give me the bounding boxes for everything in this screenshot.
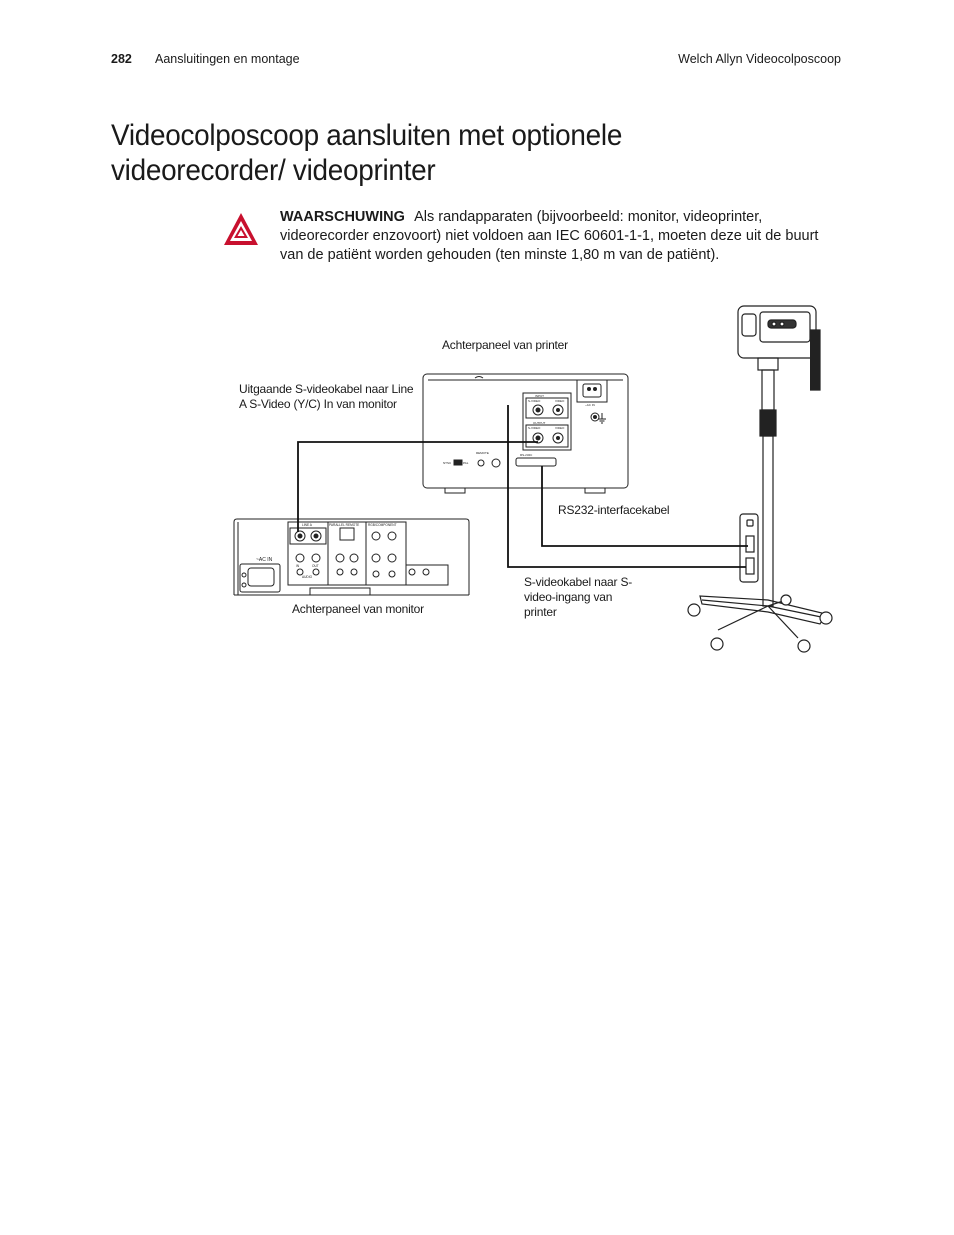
monitor-parallel-remote-label: PARALLEL REMOTE bbox=[329, 523, 360, 527]
warning-label: WAARSCHUWING bbox=[280, 209, 405, 225]
monitor-rgb-component-label: RGB/COMPONENT bbox=[368, 523, 397, 527]
warning-triangle-icon bbox=[223, 212, 259, 246]
label-monitor-back-panel: Achterpaneel van monitor bbox=[292, 602, 424, 616]
section-title: Aansluitingen en montage bbox=[155, 52, 300, 66]
video-colposcope-stand bbox=[688, 306, 832, 652]
printer-pal-label: PAL bbox=[463, 461, 469, 465]
monitor-line-a-label: LINE A bbox=[302, 523, 312, 527]
monitor-ac-in-label: ~AC IN bbox=[256, 557, 273, 563]
page-title: Videocolposcoop aansluiten met optionele videorecorder/ videoprinter bbox=[111, 119, 623, 187]
label-printer-back-panel: Achterpaneel van printer bbox=[442, 338, 568, 352]
printer-s-video-in-label: S-VIDEO bbox=[528, 399, 541, 403]
warning-body: Als randapparaten (bijvoorbeeld: monitor, videoprinter, videorecorder enzovoort) niet voldoen aan IEC 60601-1-1, moeten deze uit de buurt van de patiënt worden gehouden (ten minste 1,80 m van de patiënt). bbox=[280, 209, 819, 263]
printer-remote-label: REMOTE bbox=[476, 451, 489, 455]
product-name: Welch Allyn Videocolposcoop bbox=[678, 52, 841, 66]
printer-rs232-label: RS-232C bbox=[520, 453, 533, 457]
monitor-in-label: IN bbox=[296, 564, 300, 568]
connection-diagram bbox=[220, 300, 860, 670]
printer-ntsc-label: NTSC bbox=[443, 461, 452, 465]
printer-s-video-out-label: S-VIDEO bbox=[528, 426, 541, 430]
label-s-video-out-cable: Uitgaande S-videokabel naar Line A S-Video (Y/C) In van monitor bbox=[239, 382, 414, 411]
printer-video-out-label: VIDEO bbox=[555, 426, 565, 430]
page-number: 282 bbox=[111, 52, 132, 66]
printer-back-panel bbox=[423, 374, 628, 493]
label-s-video-in-cable: S-videokabel naar S-video-ingang van printer bbox=[524, 575, 633, 619]
label-rs232-cable: RS232-interfacekabel bbox=[558, 503, 670, 517]
warning-text-block bbox=[280, 208, 840, 265]
printer-input-label: INPUT bbox=[535, 394, 544, 398]
printer-output-label: OUTPUT bbox=[533, 421, 546, 425]
monitor-audio-label: AUDIO bbox=[302, 575, 313, 579]
monitor-out-label: OUT bbox=[312, 564, 319, 568]
page-header bbox=[0, 52, 954, 72]
printer-video-in-label: VIDEO bbox=[555, 399, 565, 403]
printer-ac-in-label: ~AC IN bbox=[585, 403, 595, 407]
